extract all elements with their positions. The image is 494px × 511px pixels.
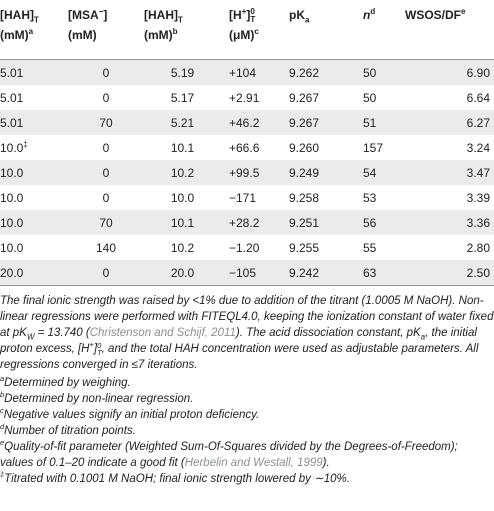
cell-proton-excess: +104 — [221, 60, 289, 86]
table-row — [0, 160, 494, 185]
cell-n: 63 — [355, 260, 405, 286]
cell-pka: 9.249 — [289, 160, 355, 185]
footnote-c: $^c$Negative values signify an initial proton deficiency. — [0, 406, 260, 421]
table-row — [0, 210, 494, 235]
cell-msa: 140 — [95, 240, 117, 255]
cell-hah-regressed: 10.2 — [144, 160, 221, 185]
cell-msa: 70 — [68, 210, 144, 235]
header-hah-weighed: $[HAH]_T$ (mM)$^a$ — [0, 8, 39, 42]
cell-hah-regressed: 5.19 — [144, 60, 221, 86]
citation-link[interactable]: Christenson and Schijf, 2011 — [89, 327, 236, 339]
cell-msa: 0 — [68, 60, 144, 86]
cell-n: 51 — [355, 110, 405, 135]
cell-wsos-df: 2.80 — [466, 240, 490, 255]
cell-pka: 9.260 — [289, 140, 320, 155]
cell-msa: 0 — [102, 140, 110, 155]
table-footnotes — [0, 286, 494, 487]
table-row — [0, 60, 494, 86]
cell-hah-regressed: 5.17 — [170, 90, 195, 105]
footnote-b: $^b$Determined by non-linear regression. — [0, 390, 194, 405]
cell-msa: 0 — [68, 260, 144, 286]
cell-n: 53 — [363, 190, 377, 205]
cell-proton-excess: +28.2 — [221, 210, 289, 235]
cell-proton-excess: −1.20 — [229, 240, 260, 255]
cell-wsos-df: 3.39 — [466, 190, 490, 205]
footnote-dagger: ‡Titrated with 0.1001 M NaOH; final ionic strength lowered by ∼10%. — [0, 470, 350, 485]
cell-hah-regressed: 10.1 — [144, 210, 221, 235]
cell-pka: 9.251 — [289, 210, 355, 235]
cell-hah-regressed: 20.0 — [144, 260, 221, 286]
cell-pka: 9.242 — [289, 260, 355, 286]
cell-n: 55 — [363, 240, 377, 255]
cell-proton-excess: −105 — [221, 260, 289, 286]
cell-hah-weighed: 10.0 — [0, 240, 24, 255]
cell-proton-excess: +2.91 — [229, 90, 260, 105]
cell-hah-weighed: 20.0 — [0, 260, 68, 286]
cell-pka: 9.255 — [289, 240, 320, 255]
citation-link[interactable]: Herbelin and Westall, 1999 — [184, 457, 323, 469]
cell-pka: 9.267 — [289, 90, 320, 105]
cell-n: 56 — [355, 210, 405, 235]
cell-n: 50 — [355, 60, 405, 86]
cell-wsos-df: 3.36 — [405, 210, 494, 235]
cell-wsos-df: 3.24 — [466, 140, 490, 155]
table-row — [0, 235, 494, 260]
cell-n: 50 — [363, 90, 377, 105]
cell-n: 54 — [355, 160, 405, 185]
cell-wsos-df: 2.50 — [405, 260, 494, 286]
header-n: $n^d$ — [363, 7, 376, 22]
header-pka: $pK_a$ — [289, 8, 310, 25]
cell-hah-weighed: 5.01 — [0, 110, 68, 135]
header-row — [0, 0, 494, 60]
cell-n: 157 — [363, 140, 384, 155]
cell-wsos-df: 6.64 — [466, 90, 490, 105]
cell-hah-regressed: 10.1 — [170, 140, 195, 155]
footnote-main: The final ionic strength was raised by <1% due to addition of the titrant (1.0005 M NaOH). Non-linear regressions were performed with FITEQL4.0, keeping the ionization constant of water fixed at $pK_W = 13.740$ (Christenson and Schijf, 2011). The acid dissociation constant, $pK_a$, the initial proton excess, [H+] 0 T , and the total HAH concentration were used as adjustable parameters. All regressions converged in ≤7 iterations. — [0, 295, 494, 371]
cell-pka: 9.262 — [289, 60, 355, 86]
cell-pka: 9.267 — [289, 110, 355, 135]
header-wsos-df: WSOS/$DF^e$ — [405, 7, 466, 22]
table-row — [0, 185, 494, 210]
header-msa: [MSA−] (mM) — [68, 7, 108, 42]
cell-msa: 0 — [68, 160, 144, 185]
cell-hah-weighed: 10.0 — [0, 160, 68, 185]
cell-hah-weighed: 10.0 — [0, 210, 68, 235]
cell-hah-regressed: 10.2 — [170, 240, 195, 255]
table-row — [0, 85, 494, 110]
cell-wsos-df: 6.27 — [405, 110, 494, 135]
cell-wsos-df: 3.47 — [405, 160, 494, 185]
header-hah-regressed: $[HAH]_T$ (mM)$^b$ — [144, 8, 183, 42]
cell-proton-excess: −171 — [229, 190, 257, 205]
footnote-a: $^a$Determined by weighing. — [0, 374, 131, 389]
footnote-e: $^e$Quality-of-fit parameter (Weighted Sum-Of-Squares divided by the Degrees-of-Freedom); values of 0.1–20 indicate a good fit (Herbelin and Westall, 1999). — [0, 438, 458, 469]
table-body — [0, 60, 494, 286]
cell-hah-weighed: 10.0‡ — [0, 139, 28, 155]
cell-wsos-df: 6.90 — [405, 60, 494, 86]
cell-proton-excess: +99.5 — [221, 160, 289, 185]
cell-hah-weighed: 10.0 — [0, 190, 24, 205]
cell-msa: 0 — [102, 90, 110, 105]
cell-pka: 9.258 — [289, 190, 320, 205]
cell-hah-regressed: 10.0 — [170, 190, 195, 205]
cell-proton-excess: +66.6 — [229, 140, 260, 155]
dagger-mark: ‡ — [23, 139, 28, 149]
table-row — [0, 110, 494, 135]
cell-hah-weighed: 5.01 — [0, 60, 68, 86]
cell-hah-weighed: 5.01 — [0, 90, 24, 105]
cell-msa: 70 — [68, 110, 144, 135]
cell-hah-regressed: 5.21 — [144, 110, 221, 135]
header-proton-excess: [H+] 0 T $(\mu M)^c$ — [229, 6, 259, 42]
cell-proton-excess: +46.2 — [221, 110, 289, 135]
cell-msa: 0 — [102, 190, 110, 205]
table-row — [0, 135, 494, 160]
table-row — [0, 260, 494, 286]
footnote-d: $^d$Number of titration points. — [0, 422, 136, 437]
